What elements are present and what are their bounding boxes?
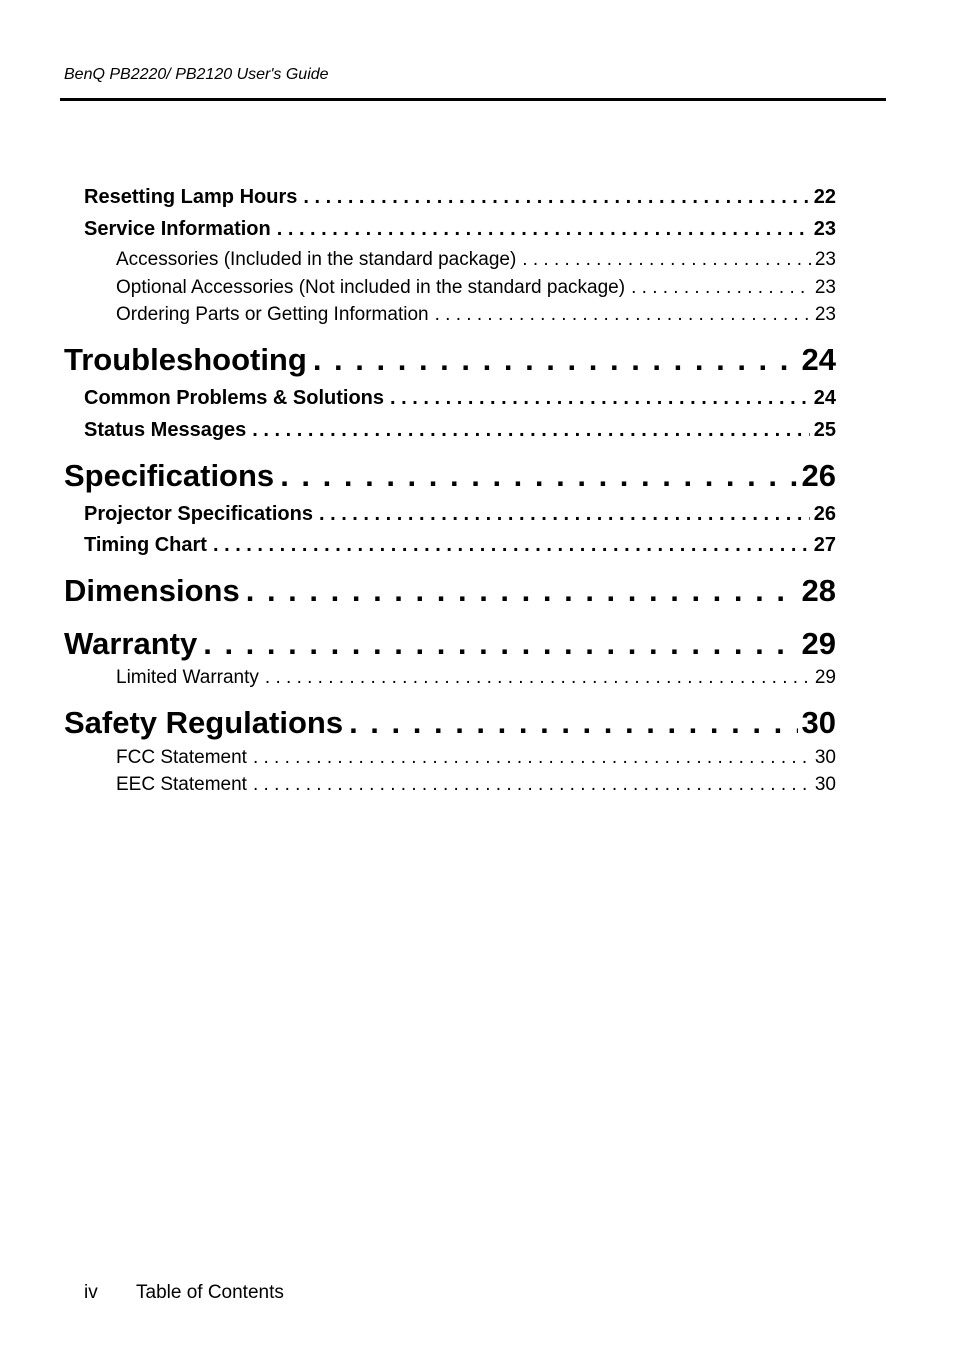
toc-entry-timing-chart[interactable] (84, 534, 836, 560)
toc-chapter-safety-regulations[interactable] (64, 705, 836, 745)
toc-chapter-label: Specifications (64, 458, 275, 493)
toc-chapter-page: 24 (801, 342, 836, 377)
toc-entry-label: Projector Specifications (84, 503, 313, 525)
toc-entry-label: Resetting Lamp Hours (84, 186, 298, 208)
toc-entry-label: Timing Chart (84, 534, 207, 556)
toc-entry-page: 25 (813, 419, 836, 441)
toc-entry-status-messages[interactable] (84, 419, 836, 445)
toc-leader-dots (349, 705, 797, 741)
toc-leader-dots (435, 304, 811, 326)
toc-chapter-page: 28 (801, 573, 836, 608)
toc-chapter-page: 30 (801, 705, 836, 740)
toc-leader-dots (319, 503, 810, 526)
toc-chapter-page: 26 (801, 458, 836, 493)
toc-entry-page: 26 (813, 503, 836, 525)
toc-chapter-specifications[interactable] (64, 458, 836, 498)
toc-chapter-label: Troubleshooting (64, 342, 307, 377)
toc-chapter-dimensions[interactable] (64, 573, 836, 613)
toc-leader-dots (277, 218, 810, 241)
toc-leader-dots (631, 277, 811, 299)
toc-entry-label: Accessories (Included in the standard package) (116, 249, 517, 270)
page-footer (84, 1282, 284, 1304)
toc-leader-dots (203, 626, 797, 662)
toc-entry-page: 23 (814, 249, 836, 270)
toc-leader-dots (253, 774, 811, 796)
toc-chapter-label: Warranty (64, 626, 198, 661)
toc-entry-label: Status Messages (84, 419, 247, 441)
toc-entry-resetting-lamp-hours[interactable] (84, 186, 836, 212)
footer-page-number: iv (84, 1282, 98, 1303)
toc-leader-dots (390, 387, 810, 410)
toc-entry-fcc-statement[interactable] (116, 747, 836, 773)
toc-leader-dots (522, 249, 811, 271)
toc-chapter-page: 29 (801, 626, 836, 661)
toc-entry-label: EEC Statement (116, 774, 247, 795)
header-rule (60, 98, 886, 101)
toc-chapter-label: Dimensions (64, 573, 240, 608)
toc-chapter-label: Safety Regulations (64, 705, 344, 740)
toc-leader-dots (252, 419, 809, 442)
toc-leader-dots (303, 186, 809, 209)
toc-leader-dots (213, 534, 810, 557)
toc-entry-service-information[interactable] (84, 218, 836, 244)
toc-entry-label: Ordering Parts or Getting Information (116, 304, 429, 325)
toc-entry-optional-accessories[interactable] (116, 277, 836, 303)
toc-entry-label: Service Information (84, 218, 271, 240)
toc-leader-dots (280, 458, 797, 494)
toc-entry-limited-warranty[interactable] (116, 667, 836, 693)
toc-entry-page: 30 (814, 774, 836, 795)
toc-entry-eec-statement[interactable] (116, 774, 836, 800)
toc-entry-page: 23 (814, 304, 836, 325)
toc-entry-page: 30 (814, 747, 836, 768)
toc-entry-common-problems[interactable] (84, 387, 836, 413)
toc-entry-page: 24 (813, 387, 836, 409)
toc-leader-dots (253, 747, 811, 769)
toc-chapter-warranty[interactable] (64, 626, 836, 666)
toc-entry-projector-specifications[interactable] (84, 503, 836, 529)
footer-section-title: Table of Contents (136, 1282, 284, 1303)
toc-entry-page: 22 (813, 186, 836, 208)
toc-entry-ordering-parts[interactable] (116, 304, 836, 330)
toc-chapter-troubleshooting[interactable] (64, 342, 836, 382)
running-header-title: BenQ PB2220/ PB2120 User's Guide (64, 66, 329, 83)
toc-leader-dots (265, 667, 811, 689)
toc-entry-page: 23 (814, 277, 836, 298)
toc-entry-accessories-included[interactable] (116, 249, 836, 275)
toc-entry-label: Limited Warranty (116, 667, 259, 688)
toc-entry-page: 29 (814, 667, 836, 688)
toc-leader-dots (246, 573, 798, 609)
toc-entry-label: Common Problems & Solutions (84, 387, 385, 409)
toc-entry-label: Optional Accessories (Not included in the standard package) (116, 277, 626, 298)
toc-entry-page: 23 (813, 218, 836, 240)
toc-entry-page: 27 (813, 534, 836, 556)
toc-leader-dots (313, 342, 798, 378)
toc-entry-label: FCC Statement (116, 747, 247, 768)
